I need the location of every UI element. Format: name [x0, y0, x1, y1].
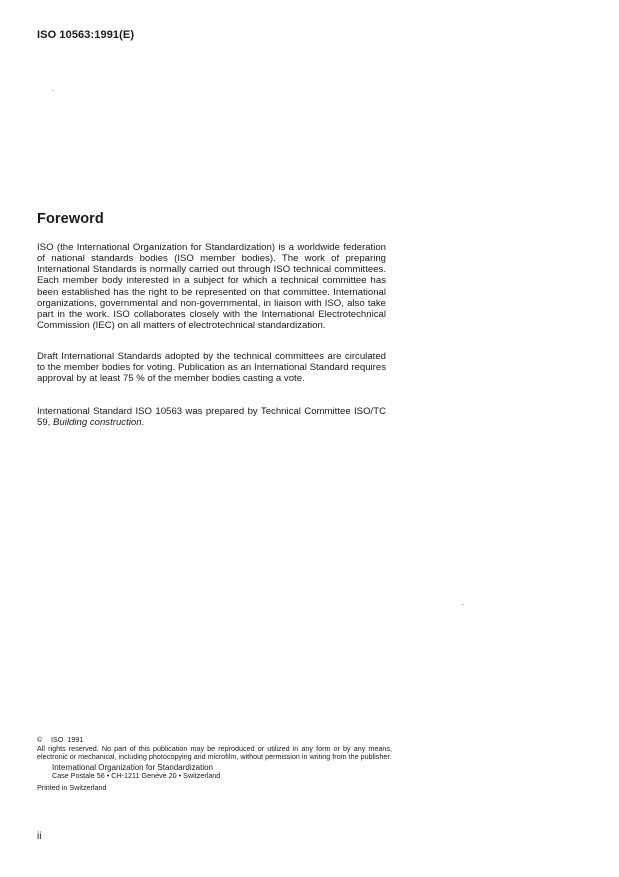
copyright-icon: ©	[37, 735, 43, 744]
prepared-by-paragraph	[37, 406, 386, 428]
prepared-by-suffix: .	[141, 417, 145, 429]
copyright-year: ISO 1991	[51, 735, 84, 744]
scan-speck	[52, 90, 54, 91]
publisher-address	[37, 763, 392, 781]
foreword-paragraph: ISO (the International Organization for Standardization) is a worldwide federation of national standards bodies (ISO member bodies). The work of preparing International Standards is normally carried out through ISO technical committees. Each member body interested in a subject for which a technical committee has been established has the right to be represented on that committee. International organizations, governmental and non-governmental, in liaison with ISO, also take part in the work. ISO collaborates closely with the International Electrotechnical Commission (IEC) on all matters of electrotechnical standardization.	[37, 242, 386, 332]
committee-title: Building construction	[53, 417, 142, 429]
page-number: ii	[37, 831, 42, 842]
printed-in-note: Printed in Switzerland	[37, 782, 107, 792]
copyright-block	[37, 736, 392, 792]
rights-notice: All rights reserved. No part of this publication may be reproduced or utilized in any form or by any means, electronic or mechanical, including photocopying and microfilm, without permission in writing from the publisher.	[37, 743, 392, 761]
prepared-by-text: International Standard ISO 10563 was prepared by Technical Committee ISO/TC 59,	[37, 406, 386, 429]
foreword-title: Foreword	[37, 211, 104, 227]
publisher-name: International Organization for Standardization	[52, 762, 213, 772]
publisher-postal-address: Case Postale 56 • CH-1211 Genève 20 • Switzerland	[52, 771, 221, 780]
document-id: ISO 10563:1991(E)	[37, 29, 135, 41]
foreword-paragraph: Draft International Standards adopted by the technical committees are circulated to the member bodies for voting. Publication as an International Standard requires approval by at least 75 % of the member bodies casting a vote.	[37, 351, 386, 385]
scan-speck	[462, 604, 464, 605]
